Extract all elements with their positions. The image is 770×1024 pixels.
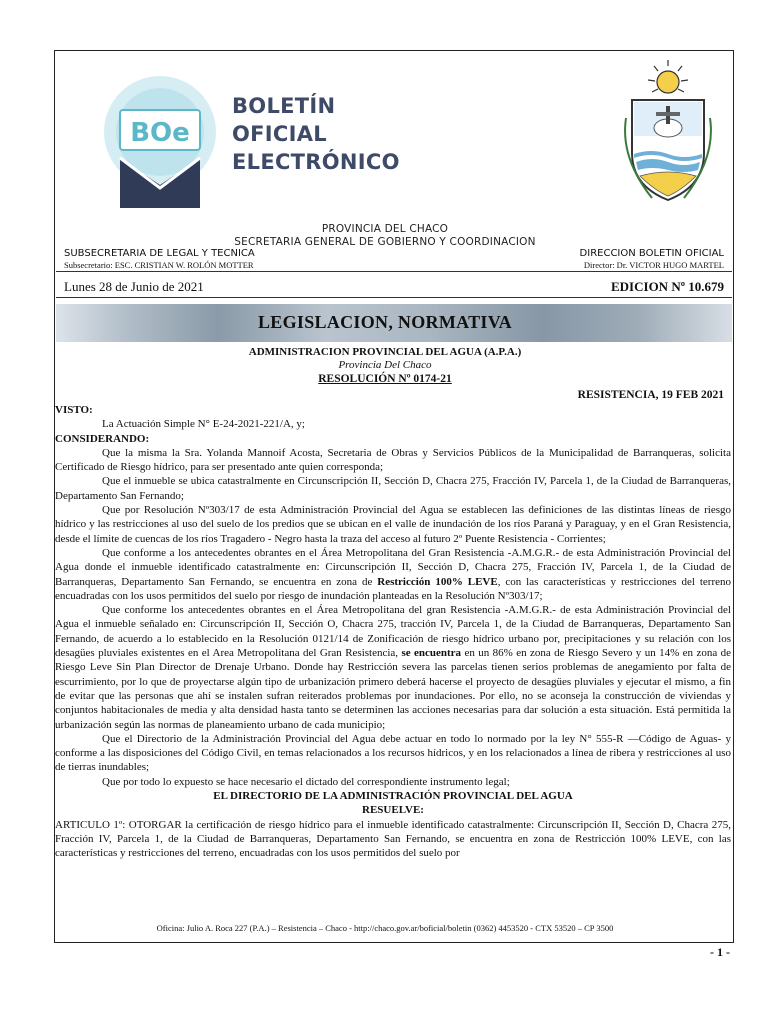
section-title: LEGISLACION, NORMATIVA: [258, 312, 512, 332]
secretariat-heading: SECRETARIA GENERAL DE GOBIERNO Y COORDINACION: [234, 236, 536, 248]
page-number: - 1 -: [710, 945, 730, 959]
considerando-paragraph: Que por todo lo expuesto se hace necesario el dictado del correspondiente instrumento legal;: [102, 775, 510, 788]
considerando-paragraph: Que el inmueble se ubica catastralmente en Circunscripción II, Sección D, Chacra 275, Fracción IV, Parcela 1, de la Ciudad de Barranqueras, Departamento San Fernando;: [55, 475, 731, 502]
subsecretaria-label: SUBSECRETARIA DE LEGAL Y TECNICA: [64, 248, 255, 259]
considerando-paragraph: Que el Directorio de la Administración Provincial del Agua debe actuar en todo lo normado por la ley N° 555-R —Código de Aguas- y conforme a las disposiciones del Código Civil, en temas relacionados a los recursos hídricos, y en los relacionados a línea de ribera y restricciones al uso de tierras inundables;: [55, 732, 731, 774]
directorio-heading: EL DIRECTORIO DE LA ADMINISTRACIÓN PROVINCIAL DEL AGUA: [213, 790, 573, 803]
brand-line-1: BOLETÍN: [232, 94, 336, 118]
subsecretario-name: Subsecretario: ESC. CRISTIAN W. ROLÓN MOTTER: [64, 260, 254, 270]
agency-province: Provincia Del Chaco: [338, 359, 432, 371]
brand-line-2: OFICIAL: [232, 122, 327, 146]
visto-heading: VISTO:: [55, 404, 93, 416]
article-1: ARTICULO 1º: OTORGAR la certificación de riesgo hídrico para el inmueble identificado catastralmente: Circunscripción II, Sección D, Chacra 275, Fracción IV, Parcela 1, de la Ciudad de Barranqueras, Departamento San Fernando, se encuentra en zona de Restricción 100% LEVE, con las características y restricciones del terreno, encuadradas con los usos permitidos del suelo por: [55, 818, 731, 860]
office-footer: Oficina: Julio A. Roca 227 (P.A.) – Resistencia – Chaco - http://chaco.gov.ar/boficial/boletin (0362) 4453520 - CTX 53520 – CP 3500: [156, 923, 614, 933]
paragraph-text: Que conforme los antecedentes obrantes en el Área Metropolitana del gran Resistencia -A.M.G.R.- de esta Administración Provincial del Agua el inmueble señalado en: Circunscripción II, Sección O, Chacra 275, tracción IV, Parcela 1, de la Ciudad de Barranqueras, Departamento San Fernando, de acuerdo a lo establecido en la Resolución 0121/14 de Zonificación de riesgo hídrico urbano por, precipitaciones y su relación con los desagües pluviales existentes en el Area Metropolitana del Gran Resistencia,: [55, 604, 731, 660]
considerando-heading: CONSIDERANDO:: [55, 432, 150, 445]
director-name: Director: Dr. VICTOR HUGO MARTEL: [583, 260, 724, 270]
province-heading: PROVINCIA DEL CHACO: [321, 223, 449, 235]
resolution-number: RESOLUCIÓN Nº 0174-21: [318, 373, 452, 385]
place-date: RESISTENCIA, 19 FEB 2021: [577, 389, 724, 401]
brand-line-3: ELECTRÓNICO: [232, 150, 400, 174]
considerando-paragraph: [55, 603, 731, 732]
paragraph-text: en un 86% en zona de Riesgo Severo y un 14% en zona de Riesgo Leve Sin Plan Director de Drenaje Urbano. Donde hay Restricción severa las parcelas tienen serios problemas de anegamiento por falta de escurrimiento, por lo que de proyectarse algún tipo de urbanización primero deberá hacerse el proyecto de desagües pluviales y ejecutar el mismo, a fin de evitar que las personas que ahí se instalen sufran reiterados problemas por inundaciones. Por ello, no se aconseja la construcción de viviendas y conjuntos habitacionales de media y alta densidad hasta tanto se determinen las acciones necesarias para dar solución a esta situación. Está permitida la urbanización según las normas de planeamiento urbano de cada municipio;: [55, 647, 731, 731]
visto-text: La Actuación Simple N° E-24-2021-221/A, y;: [102, 418, 305, 431]
considerando-paragraph: Que la misma la Sra. Yolanda Mannoif Acosta, Secretaria de Obras y Servicios Públicos de la Municipalidad de Barranqueras, solicita Certificado de Riesgo hídrico, para ser presentado ante quien corresponda;: [55, 446, 731, 474]
date-divider: [56, 297, 732, 298]
edition-number: EDICION Nº 10.679: [611, 279, 724, 294]
direccion-label: DIRECCION BOLETIN OFICIAL: [579, 248, 724, 259]
agency-name: ADMINISTRACION PROVINCIAL DEL AGUA (A.P.A.): [248, 346, 522, 358]
coat-of-arms-icon: [622, 58, 714, 206]
publication-date: Lunes 28 de Junio de 2021: [64, 279, 204, 294]
header-divider: [56, 271, 732, 272]
paragraph-bold-text: se encuentra: [401, 647, 462, 660]
boe-logo-icon: [98, 70, 218, 210]
paragraph-bold-text: Restricción 100% LEVE: [377, 575, 498, 588]
brand-title: [232, 92, 400, 176]
document-body: [55, 403, 731, 861]
considerando-paragraph: Que por Resolución Nº303/17 de esta Administración Provincial del Agua se establecen las definiciones de las distintas líneas de riesgo hídrico y las restricciones al uso del suelo de los predios que se ubican en el valle de inundación de los ríos Paraná y Paraguay, y en el Gran Resistencia, desde el límite de cuencas de los ríos Tragadero - Negro hasta la traza del acceso al futuro 2º Puente Resistencia - Corrientes;: [55, 504, 731, 545]
paragraph-text: Que conforme a los antecedentes obrantes en el Área Metropolitana del Gran Resistencia -A.M.G.R.- de esta Administración Provincial del Agua donde el inmueble identificado catastralmente en: Circunscripción II, Sección D, Chacra 275, Fracción IV, Parcela 1, de la Ciudad de Barranqueras, Departamento San Fernando, se encuentra en zona de: [55, 546, 731, 588]
considerando-paragraph: [55, 546, 731, 603]
resuelve-heading: RESUELVE:: [362, 804, 424, 817]
logo-text: BOe: [130, 118, 190, 148]
paragraph-text: , con las características y restricciones del terreno encuadradas con los usos permitidos del suelo por riesgo de inundación planteadas en la Resolución Nº303/17;: [55, 575, 731, 602]
